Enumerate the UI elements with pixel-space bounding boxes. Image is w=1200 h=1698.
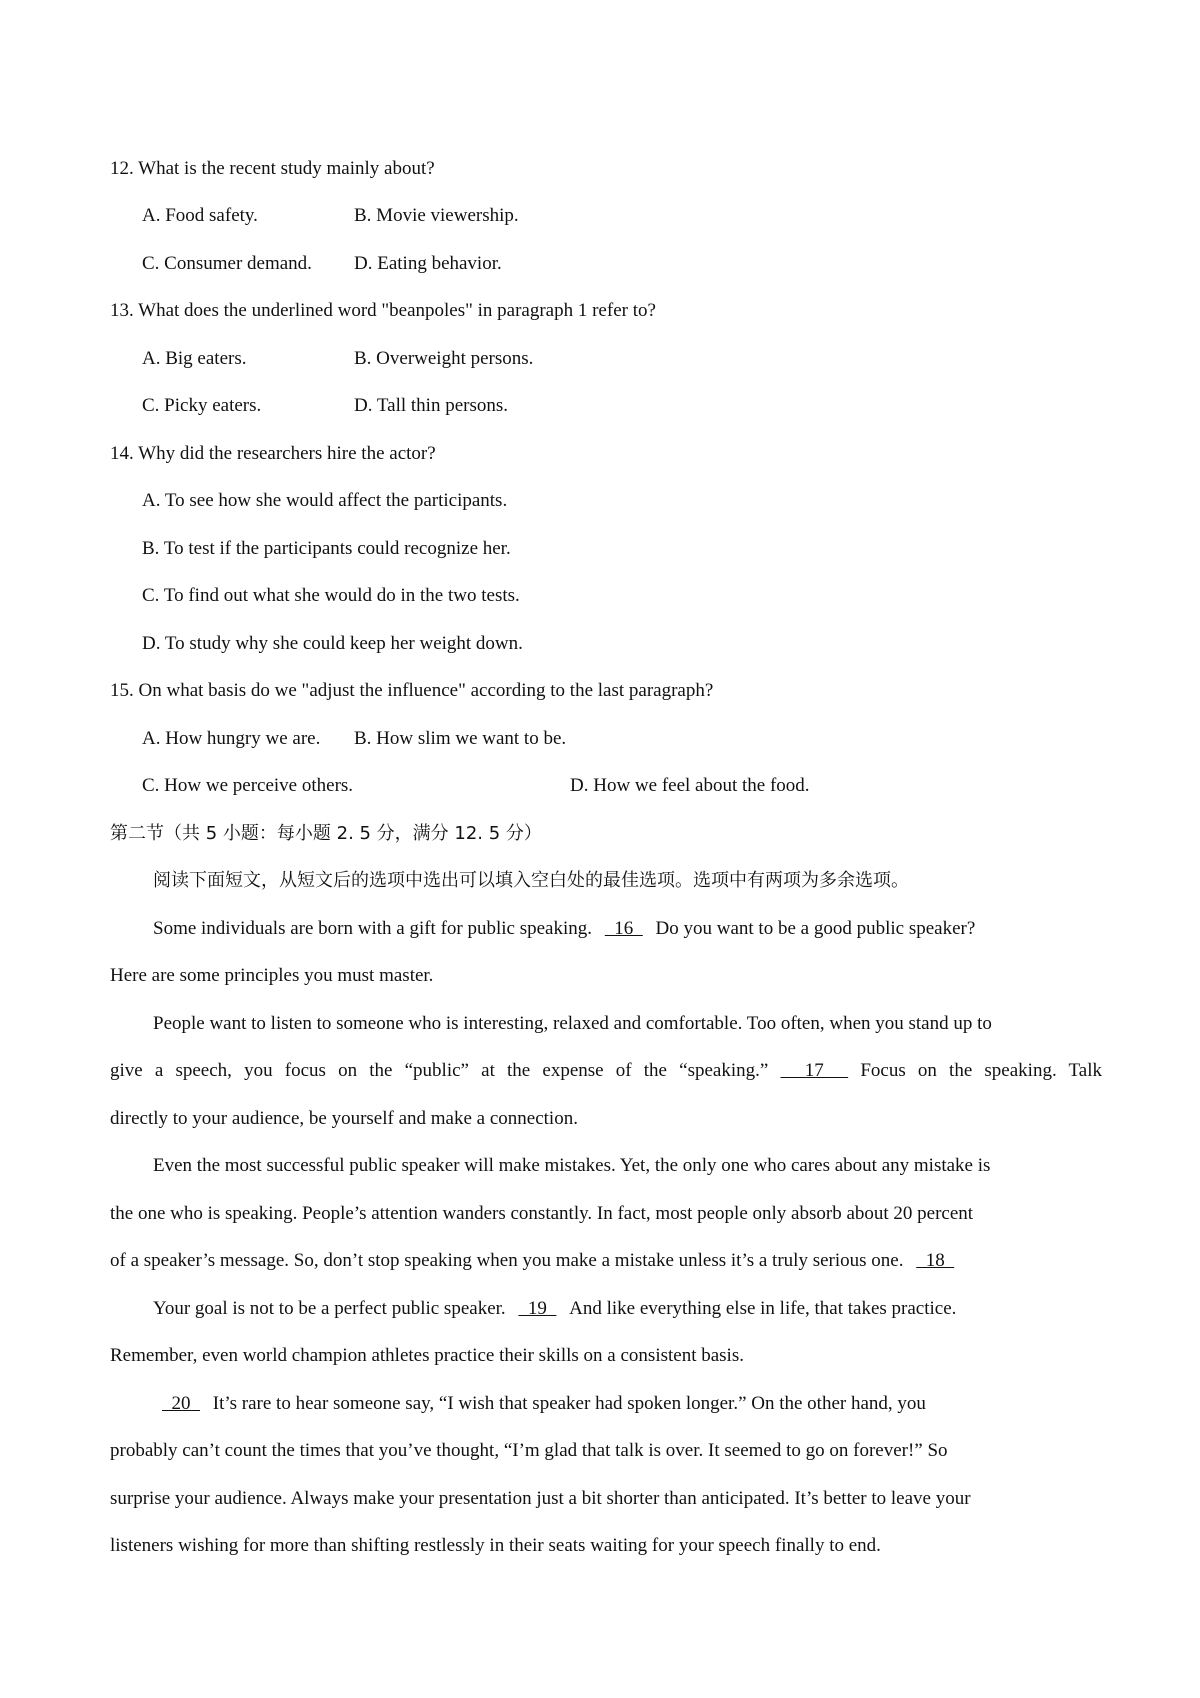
passage-text: give a speech, you focus on the “public” at the expense of the “speaking.” xyxy=(110,1060,769,1081)
question-12-option-c: C. Consumer demand. xyxy=(142,253,312,274)
question-13-option-b: B. Overweight persons. xyxy=(354,348,534,369)
question-13-stem: 13. What does the underlined word "beanpoles" in paragraph 1 refer to? xyxy=(110,300,656,321)
question-13-option-c: C. Picky eaters. xyxy=(142,395,262,416)
passage-text: Your goal is not to be a perfect public speaker. xyxy=(153,1298,506,1319)
passage-p5-line1 xyxy=(162,1392,926,1416)
passage-p4-line2: Remember, even world champion athletes practice their skills on a consistent basis. xyxy=(110,1345,744,1366)
passage-p4-line1 xyxy=(153,1297,956,1321)
blank-18: 18 xyxy=(916,1250,955,1271)
passage-p1-line2: Here are some principles you must master. xyxy=(110,965,434,986)
passage-p2-line1: People want to listen to someone who is interesting, relaxed and comfortable. Too often, when you stand up to xyxy=(153,1013,992,1034)
question-15-option-d: D. How we feel about the food. xyxy=(570,775,810,796)
passage-p5-line3: surprise your audience. Always make your presentation just a bit shorter than anticipated. It’s better to leave your xyxy=(110,1488,971,1509)
passage-text: Focus on the speaking. Talk xyxy=(860,1060,1103,1081)
passage-p3-line3 xyxy=(110,1249,954,1273)
question-12-option-d: D. Eating behavior. xyxy=(354,253,502,274)
question-12-option-b: B. Movie viewership. xyxy=(354,205,519,226)
passage-text: Some individuals are born with a gift for public speaking. xyxy=(153,918,593,939)
section-heading: 第二节（共 5 小题：每小题 2. 5 分，满分 12. 5 分） xyxy=(110,823,542,844)
passage-p5-line2: probably can’t count the times that you’ve thought, “I’m glad that talk is over. It seemed to go on forever!” So xyxy=(110,1440,948,1461)
question-15-option-b: B. How slim we want to be. xyxy=(354,728,567,749)
passage-text: Do you want to be a good public speaker? xyxy=(655,918,976,939)
question-12-stem: 12. What is the recent study mainly about? xyxy=(110,158,435,179)
question-14-option-d: D. To study why she could keep her weight down. xyxy=(142,633,523,654)
passage-p3-line1: Even the most successful public speaker will make mistakes. Yet, the only one who cares about any mistake is xyxy=(153,1155,991,1176)
question-15-option-a: A. How hungry we are. xyxy=(142,728,321,749)
blank-17: 17 xyxy=(780,1060,849,1081)
passage-p1-line1 xyxy=(153,917,975,941)
passage-text: And like everything else in life, that takes practice. xyxy=(569,1298,957,1319)
passage-text: of a speaker’s message. So, don’t stop speaking when you make a mistake unless it’s a truly serious one. xyxy=(110,1250,904,1271)
question-14-option-c: C. To find out what she would do in the two tests. xyxy=(142,585,520,606)
passage-p2-line3: directly to your audience, be yourself and make a connection. xyxy=(110,1108,578,1129)
passage-p2-line2 xyxy=(110,1059,1102,1083)
question-12-option-a: A. Food safety. xyxy=(142,205,258,226)
question-15-stem: 15. On what basis do we "adjust the influence" according to the last paragraph? xyxy=(110,680,714,701)
passage-text: It’s rare to hear someone say, “I wish that speaker had spoken longer.” On the other hand, you xyxy=(212,1393,926,1414)
question-14-option-b: B. To test if the participants could recognize her. xyxy=(142,538,511,559)
blank-16: 16 xyxy=(604,918,643,939)
question-14-option-a: A. To see how she would affect the participants. xyxy=(142,490,508,511)
question-13-option-a: A. Big eaters. xyxy=(142,348,247,369)
passage-p5-line4: listeners wishing for more than shifting restlessly in their seats waiting for your speech finally to end. xyxy=(110,1535,881,1556)
passage-p3-line2: the one who is speaking. People’s attention wanders constantly. In fact, most people only absorb about 20 percent xyxy=(110,1203,974,1224)
blank-19: 19 xyxy=(518,1298,557,1319)
section-instruction: 阅读下面短文，从短文后的选项中选出可以填入空白处的最佳选项。选项中有两项为多余选项。 xyxy=(153,870,909,891)
question-15-option-c: C. How we perceive others. xyxy=(142,775,354,796)
question-13-option-d: D. Tall thin persons. xyxy=(354,395,509,416)
question-14-stem: 14. Why did the researchers hire the actor? xyxy=(110,443,436,464)
blank-20: 20 xyxy=(162,1393,200,1414)
